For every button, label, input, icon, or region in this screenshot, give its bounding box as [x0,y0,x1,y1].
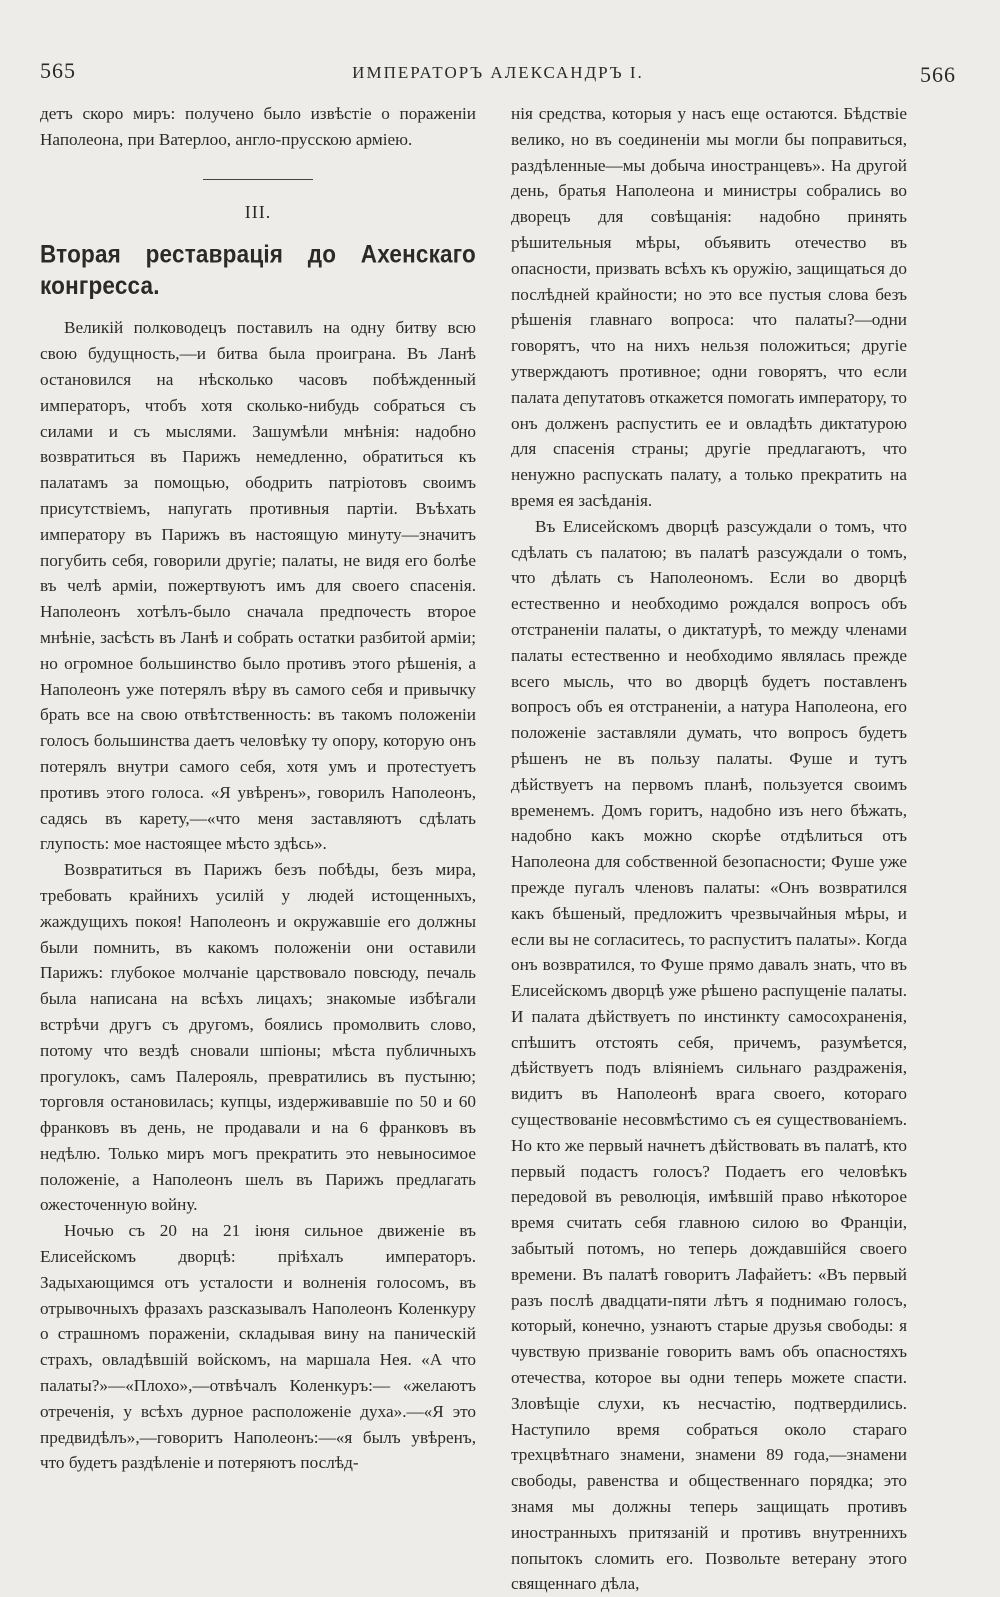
page-number-right: 566 [920,62,956,87]
paragraph: Въ Елисейскомъ дворцѣ разсуждали о томъ, что сдѣлать съ палатою; въ палатѣ разсуждали о томъ, что дѣлать съ Наполеономъ. Если во дворцѣ естественно и необходимо рождался вопросъ объ отстраненіи палаты, о диктатурѣ, то между членами палаты естественно и необходимо являлась прежде всего мысль, что во дворцѣ будетъ поставленъ вопросъ объ ея отстраненіи, а натура Наполеона, его положеніе заставляли думать, что вопросъ будетъ рѣшенъ не въ пользу палаты. Фуше и тутъ дѣйствуетъ на первомъ планѣ, пользуется своимъ временемъ. Домъ горитъ, надобно изъ него бѣжать, надобно какъ можно скорѣе отдѣлиться отъ Наполеона для собственной безопасности; Фуше уже прежде пугалъ членовъ палаты: «Онъ возвратился какъ бѣшеный, предложитъ чрезвычайныя мѣры, и если вы не согласитесь, то распуститъ палаты». Когда онъ возвратился, то Фуше прямо давалъ знать, что въ Елисейскомъ дворцѣ уже рѣшено распущеніе палаты. И палата дѣйствуетъ по инстинкту самосохраненія, спѣшитъ отстоять себя, причемъ, разумѣется, дѣйствуетъ подъ вліяніемъ сильнаго раздраженія, видитъ въ Наполеонѣ врага своего, котораго существованіе несовмѣстимо съ ея существованіемъ. Но кто же первый начнетъ дѣйствовать въ палатѣ, кто первый подастъ голосъ? Подаетъ его человѣкъ передовой въ революція, имѣвшій право нѣкоторое время считать себя главною силою во Франціи, забытый потомъ, но теперь дождавшійся своего времени. Въ палатѣ говоритъ Лафайетъ: «Въ первый разъ послѣ двадцати-пяти лѣтъ я поднимаю голосъ, который, конечно, узнаютъ старые друзья свободы: я чувствую призваніе говорить вамъ объ опасностяхъ отечества, которое вы одни теперь можете спасти. Зловѣщіе слухи, къ несчастію, подтвердились. Наступило время собраться около стараго трехцвѣтнаго знамени, знамени 89 года,—знамени свободы, равенства и общественнаго порядка; это знамя мы должны теперь защищать противъ иностранныхъ притязаній и противъ внутреннихъ попытокъ сломить его. Позвольте ветерану этого священнаго дѣла, [511,516,907,1594]
left-column [40,101,476,1502]
paragraph-continued: нія средства, которыя у насъ еще остаются. Бѣдствіе велико, но въ соединеніи мы могли бы поправиться, раздѣленные—мы добыча иностранцевъ». На другой день, братья Наполеона и министры собрались во дворецъ для совѣщанія: надобно принять рѣшительныя мѣры, объявить отечество въ опасности, призвать всѣхъ къ оружію, защищаться до послѣдней крайности; но это все пустыя слова безъ рѣшенія главнаго вопроса: что палаты?—одни говорятъ, что на нихъ нельзя положиться; другіе утверждаютъ противное; одни говорятъ, что если палата депутатовъ откажется помогать императору, то онъ долженъ распустить ее и овладѣть диктатурою для спасенія страны; другіе предлагаютъ, что ненужно распускать палату, а только прекратить на время ея засѣданія. [511,104,907,510]
paragraph-continued: детъ скоро миръ: получено было извѣстіе о пораженіи Наполеона, при Ватерлоо, англо-прусскою арміею. [40,104,476,149]
page-header [40,58,956,92]
page-number-left: 565 [40,58,76,83]
running-head: ИМПЕРАТОРЪ АЛЕКСАНДРЪ I. [352,63,644,82]
paragraph: Возвратиться въ Парижъ безъ побѣды, безъ мира, требовать крайнихъ усилій у людей истощенныхъ, жаждущихъ покоя! Наполеонъ и окружавшіе его должны были помнить, въ какомъ положеніи они оставили Парижъ: глубокое молчаніе царствовало повсюду, печаль была написана на всѣхъ лицахъ; знакомые избѣгали встрѣчи другъ съ другомъ, боялись промолвить слово, потому что вездѣ сновали шпіоны; мѣста публичныхъ прогулокъ, самъ Палерояль, превратились въ пустыню; торговля остановилась; купцы, издерживавшіе по 50 и 60 франковъ въ день, не продавали и на 6 франковъ въ недѣлю. Только миръ могъ прекратить это невыносимое положеніе, а Наполеонъ шелъ въ Парижъ предлагать ожесточенную войну. [40,860,476,1215]
right-column [511,101,907,1594]
section-title: Вторая реставрація до Ахенскаго конгресса. [40,240,476,300]
section-divider [203,179,313,180]
paragraph: Ночью съ 20 на 21 іюня сильное движеніе въ Елисейскомъ дворцѣ: пріѣхалъ императоръ. Задыхающимся отъ усталости и волненія голосомъ, въ отрывочныхъ фразахъ разсказывалъ Наполеонъ Коленкуру о страшномъ пораженіи, складывая вину на паническій страхъ, овладѣвшій войскомъ, на маршала Нея. «А что палаты?»—«Плохо»,—отвѣчалъ Коленкуръ:— «желаютъ отреченія, у всѣхъ дурное расположеніе духа».—«Я это предвидѣлъ»,—говоритъ Наполеонъ:—«я былъ увѣренъ, что будетъ раздѣленіе и потеряютъ послѣд- [40,1221,476,1473]
paragraph: Великій полководецъ поставилъ на одну битву всю свою будущность,—и битва была проиграна. Въ Ланѣ остановился на нѣсколько часовъ побѣжденный императоръ, чтобъ хотя сколько-нибудь собраться съ силами и съ мыслями. Зашумѣли мнѣнія: надобно возвратиться въ Парижъ немедленно, обратиться къ палатамъ за помощью, ободрить патріотовъ своимъ присутствіемъ, напугать противныя партіи. Въѣхать императору въ Парижъ въ настоящую минуту—значитъ погубить себя, говорили другіе; палаты, не видя его болѣе въ челѣ арміи, пожертвуютъ имъ для своего спасенія. Наполеонъ хотѣлъ-было сначала предпочесть второе мнѣніе, засѣсть въ Ланѣ и собрать остатки разбитой арміи; но огромное большинство было противъ этого рѣшенія, а Наполеонъ уже потерялъ вѣру въ самого себя и привычку брать все на свою отвѣтственность: въ такомъ положеніи голосъ большинства даетъ человѣку ту опору, которую онъ потерялъ внутри самого себя, хотя умъ и протестуетъ противъ этого голоса. «Я увѣренъ», говорилъ Наполеонъ, садясь въ карету,—«что меня заставляютъ сдѣлать глупость: мое настоящее мѣсто здѣсь». [40,318,476,854]
section-number: III. [244,201,272,222]
